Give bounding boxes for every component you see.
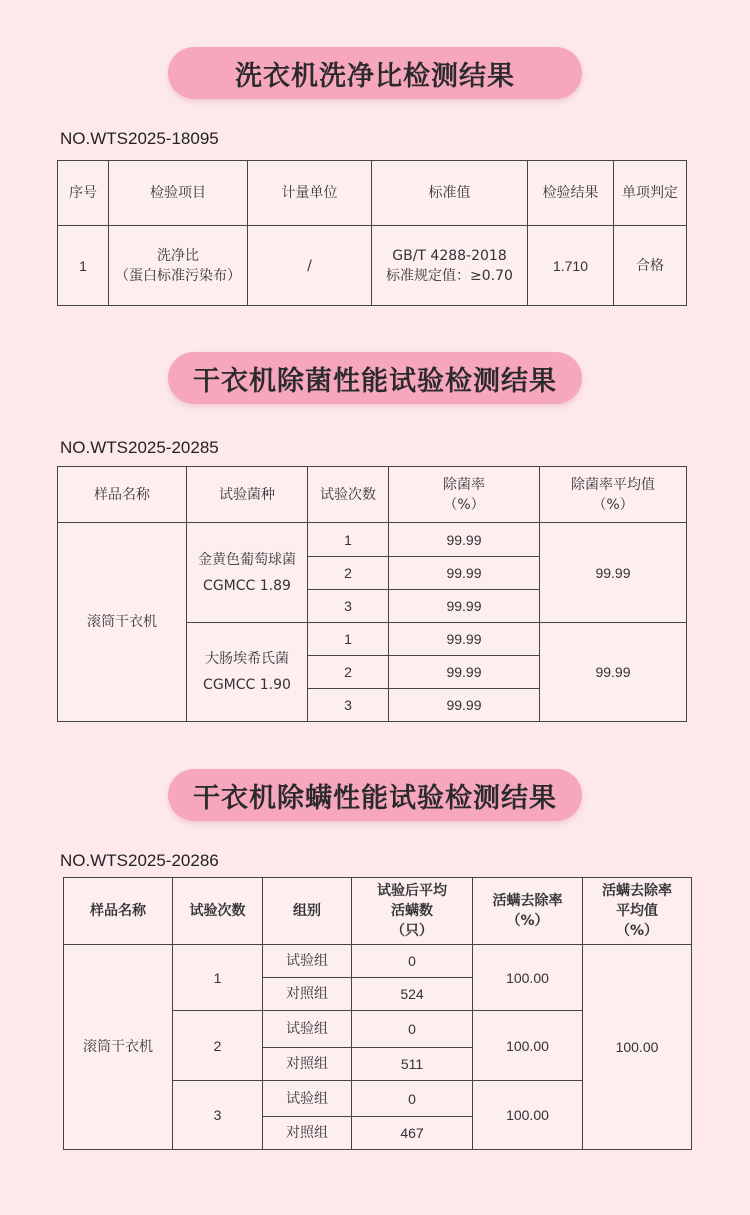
- table-row: [58, 523, 687, 557]
- item-note: （蛋白标准污染布）: [115, 267, 241, 284]
- section2-report-number: NO.WTS2025-20285: [60, 438, 219, 457]
- sterilization-table: [57, 466, 687, 722]
- group-label: 对照组: [263, 978, 352, 1011]
- standard-code: GB/T 4288-2018: [392, 247, 507, 264]
- header-average: [583, 878, 692, 945]
- header-strain: 试验菌种: [187, 467, 308, 523]
- mite-count: 467: [352, 1117, 473, 1150]
- header-count-label2: 活螨数: [391, 903, 433, 919]
- header-average-label: 活螨去除率: [602, 883, 672, 899]
- section1-report-number: NO.WTS2025-18095: [60, 129, 219, 148]
- sample-name: 滚筒干衣机: [58, 523, 187, 722]
- header-result: 检验结果: [528, 161, 614, 226]
- rate-value: 99.99: [389, 689, 540, 722]
- trial-number: 1: [308, 523, 389, 557]
- strain-name: 金黄色葡萄球菌: [198, 551, 296, 568]
- sample-name: 滚筒干衣机: [64, 945, 173, 1150]
- table-header-row: [64, 878, 692, 945]
- item-name: 洗净比: [157, 247, 199, 264]
- header-group: 组别: [263, 878, 352, 945]
- header-average: [540, 467, 687, 523]
- header-rate-unit: （%）: [506, 913, 549, 929]
- strain-cell: [187, 523, 308, 623]
- trial-number: 2: [173, 1011, 263, 1081]
- rate-value: 99.99: [389, 623, 540, 656]
- row-standard: [372, 226, 528, 306]
- removal-rate: 100.00: [473, 1081, 583, 1150]
- average-value: 99.99: [540, 623, 687, 722]
- average-value: 100.00: [583, 945, 692, 1150]
- section2-title: 干衣机除菌性能试验检测结果: [168, 352, 582, 404]
- row-result: 1.710: [528, 226, 614, 306]
- header-standard: 标准值: [372, 161, 528, 226]
- row-unit: /: [248, 226, 372, 306]
- rate-value: 99.99: [389, 557, 540, 590]
- standard-value: 标准规定值：≥0.70: [386, 267, 513, 284]
- header-average-unit: （%）: [615, 923, 659, 939]
- header-judgement: 单项判定: [614, 161, 687, 226]
- header-trial: 试验次数: [173, 878, 263, 945]
- trial-number: 3: [308, 689, 389, 722]
- group-label: 试验组: [263, 1011, 352, 1048]
- strain-code: CGMCC 1.90: [203, 677, 291, 693]
- group-label: 对照组: [263, 1048, 352, 1081]
- section3-title: 干衣机除螨性能试验检测结果: [168, 769, 582, 821]
- header-rate: [473, 878, 583, 945]
- section1-title: 洗衣机洗净比检测结果: [168, 47, 582, 99]
- mite-count: 0: [352, 945, 473, 978]
- header-average-label: 除菌率平均值: [571, 476, 655, 493]
- removal-rate: 100.00: [473, 1011, 583, 1081]
- row-index: 1: [58, 226, 109, 306]
- mite-count: 511: [352, 1048, 473, 1081]
- trial-number: 1: [173, 945, 263, 1011]
- average-value: 99.99: [540, 523, 687, 623]
- trial-number: 2: [308, 656, 389, 689]
- group-label: 试验组: [263, 1081, 352, 1117]
- header-rate: [389, 467, 540, 523]
- table-row: [58, 226, 687, 306]
- header-sample: 样品名称: [64, 878, 173, 945]
- rate-value: 99.99: [389, 523, 540, 557]
- strain-cell: [187, 623, 308, 722]
- header-unit: 计量单位: [248, 161, 372, 226]
- header-count: [352, 878, 473, 945]
- mite-count: 524: [352, 978, 473, 1011]
- removal-rate: 100.00: [473, 945, 583, 1011]
- trial-number: 3: [308, 590, 389, 623]
- header-count-unit: （只）: [391, 923, 433, 939]
- trial-number: 3: [173, 1081, 263, 1150]
- header-count-label: 试验后平均: [377, 883, 447, 899]
- header-rate-label: 除菌率: [443, 476, 485, 493]
- header-index: 序号: [58, 161, 109, 226]
- group-label: 试验组: [263, 945, 352, 978]
- strain-name: 大肠埃希氏菌: [205, 651, 289, 667]
- header-rate-unit: （%）: [443, 496, 485, 513]
- mite-count: 0: [352, 1081, 473, 1117]
- header-average-unit: （%）: [592, 496, 634, 513]
- mite-removal-table: [63, 877, 692, 1150]
- washing-ratio-table: [57, 160, 687, 306]
- mite-count: 0: [352, 1011, 473, 1048]
- table-header-row: [58, 467, 687, 523]
- table-header-row: [58, 161, 687, 226]
- rate-value: 99.99: [389, 590, 540, 623]
- header-sample: 样品名称: [58, 467, 187, 523]
- header-average-label2: 平均值: [616, 903, 658, 919]
- table-row: [64, 945, 692, 978]
- group-label: 对照组: [263, 1117, 352, 1150]
- trial-number: 2: [308, 557, 389, 590]
- strain-code: CGMCC 1.89: [203, 577, 291, 594]
- row-judgement: 合格: [614, 226, 687, 306]
- header-rate-label: 活螨去除率: [492, 893, 563, 909]
- rate-value: 99.99: [389, 656, 540, 689]
- trial-number: 1: [308, 623, 389, 656]
- section3-report-number: NO.WTS2025-20286: [60, 851, 219, 870]
- row-item: [109, 226, 248, 306]
- header-item: 检验项目: [109, 161, 248, 226]
- header-trial: 试验次数: [308, 467, 389, 523]
